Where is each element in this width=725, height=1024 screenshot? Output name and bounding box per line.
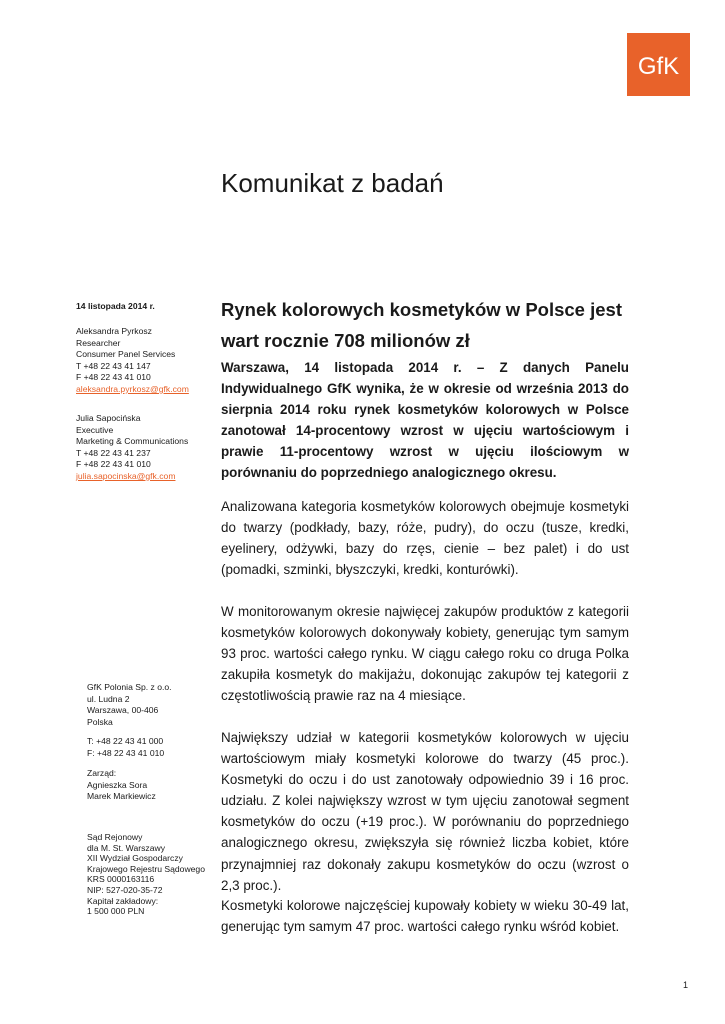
contact-phone: T +48 22 43 41 237 (76, 447, 151, 458)
release-date: 14 listopada 2014 r. (76, 301, 155, 311)
registry-line: XII Wydział Gospodarczy (87, 853, 183, 864)
contact-name: Julia Sapocińska (76, 413, 141, 423)
registry-line: dla M. St. Warszawy (87, 842, 165, 853)
company-street: ul. Ludna 2 (87, 693, 130, 704)
contact-name: Aleksandra Pyrkosz (76, 326, 152, 336)
gfk-logo (627, 33, 690, 96)
contact-fax: F +48 22 43 41 010 (76, 372, 151, 383)
article-paragraph: Analizowana kategoria kosmetyków kolorowych obejmuje kosmetyki do twarzy (podkłady, bazy, róże, pudry), do oczu (tusze, kredki, eyelinery, odżywki, bazy do rzęs, cienie – bez palet) i do ust (pomadki, szminki, błyszczyki, kredki, konturówki). (221, 499, 629, 578)
article-paragraph: Kosmetyki kolorowe najczęściej kupowały kobiety w wieku 30-49 lat, generując tym samym 47 proc. wartości całego rynku wśród kobiet. (221, 898, 629, 935)
contact-role: Researcher (76, 337, 121, 348)
company-name: GfK Polonia Sp. z o.o. (87, 682, 172, 692)
contact-pyrkosz (76, 326, 216, 396)
contact-dept: Consumer Panel Services (76, 349, 176, 360)
release-date-block (76, 301, 216, 313)
contact-email-link[interactable]: julia.sapocinska@gfk.com (76, 470, 176, 481)
capital-label: Kapitał zakładowy: (87, 895, 159, 906)
company-fax: F: +48 22 43 41 010 (87, 747, 165, 758)
registry-info (87, 832, 217, 917)
contact-fax: F +48 22 43 41 010 (76, 459, 151, 470)
article-lead: Warszawa, 14 listopada 2014 r. – Z danych Panelu Indywidualnego GfK wynika, że w okresie od września 2013 do sierpnia 2014 roku rynek kosmetyków kolorowych w Polsce zanotował 14-procentowy wzrost w ujęciu wartościowym i prawie 11-procentowy wzrost w ujęciu ilościowym w porównaniu do poprzedniego analogicznego okresu. (221, 360, 629, 481)
registry-nip: NIP: 527-020-35-72 (87, 884, 163, 895)
board-member: Agnieszka Sora (87, 779, 148, 790)
capital-value: 1 500 000 PLN (87, 906, 145, 917)
registry-krs: KRS 0000163116 (87, 874, 155, 885)
article-headline: Rynek kolorowych kosmetyków w Polsce jest wart rocznie 708 milionów zł (221, 299, 622, 351)
company-board (87, 768, 227, 803)
contact-role: Executive (76, 424, 114, 435)
board-label: Zarząd: (87, 768, 117, 778)
company-phones (87, 736, 227, 759)
company-country: Polska (87, 716, 113, 727)
article-paragraph: Największy udział w kategorii kosmetyków kolorowych w ujęciu wartościowym miały kosmetyki kolorowe do twarzy (45 proc.). Kosmetyki do oczu i do ust zanotowały odpowiednio 39 i 16 proc. udziału. Z kolei największy wzrost w tym ujęciu zanotował segment kosmetyków do oczu (+19 proc.). W porównaniu do poprzedniego analogicznego okresu, zwiększyła się również liczba kobiet, które przynajmniej raz dokonały zakupu kosmetyków do oczu (wzrost o 2,3 proc.). (221, 730, 629, 893)
contact-dept: Marketing & Communications (76, 436, 189, 447)
contact-phone: T +48 22 43 41 147 (76, 360, 151, 371)
company-city: Warszawa, 00-406 (87, 705, 159, 716)
contact-sapocinska (76, 413, 216, 483)
page-title: Komunikat z badań (221, 168, 444, 198)
contact-email-link[interactable]: aleksandra.pyrkosz@gfk.com (76, 383, 189, 394)
registry-line: Sąd Rejonowy (87, 832, 143, 842)
registry-line: Krajowego Rejestru Sądowego (87, 863, 205, 874)
logo-text: GfK (637, 52, 680, 80)
page-number: 1 (683, 980, 689, 990)
board-member: Marek Markiewicz (87, 791, 156, 802)
article-paragraph: W monitorowanym okresie najwięcej zakupów produktów z kategorii kosmetyków kolorowych dokonywały kobiety, generując tym samym 93 proc. wartości całego rynku. W ciągu całego roku co druga Polka zakupiła kosmetyk do makijażu, dokonując zakupów tej kategorii z częstotliwością prawie raz na 4 miesiące. (221, 604, 629, 704)
company-address (87, 682, 227, 728)
company-phone: T: +48 22 43 41 000 (87, 736, 164, 746)
